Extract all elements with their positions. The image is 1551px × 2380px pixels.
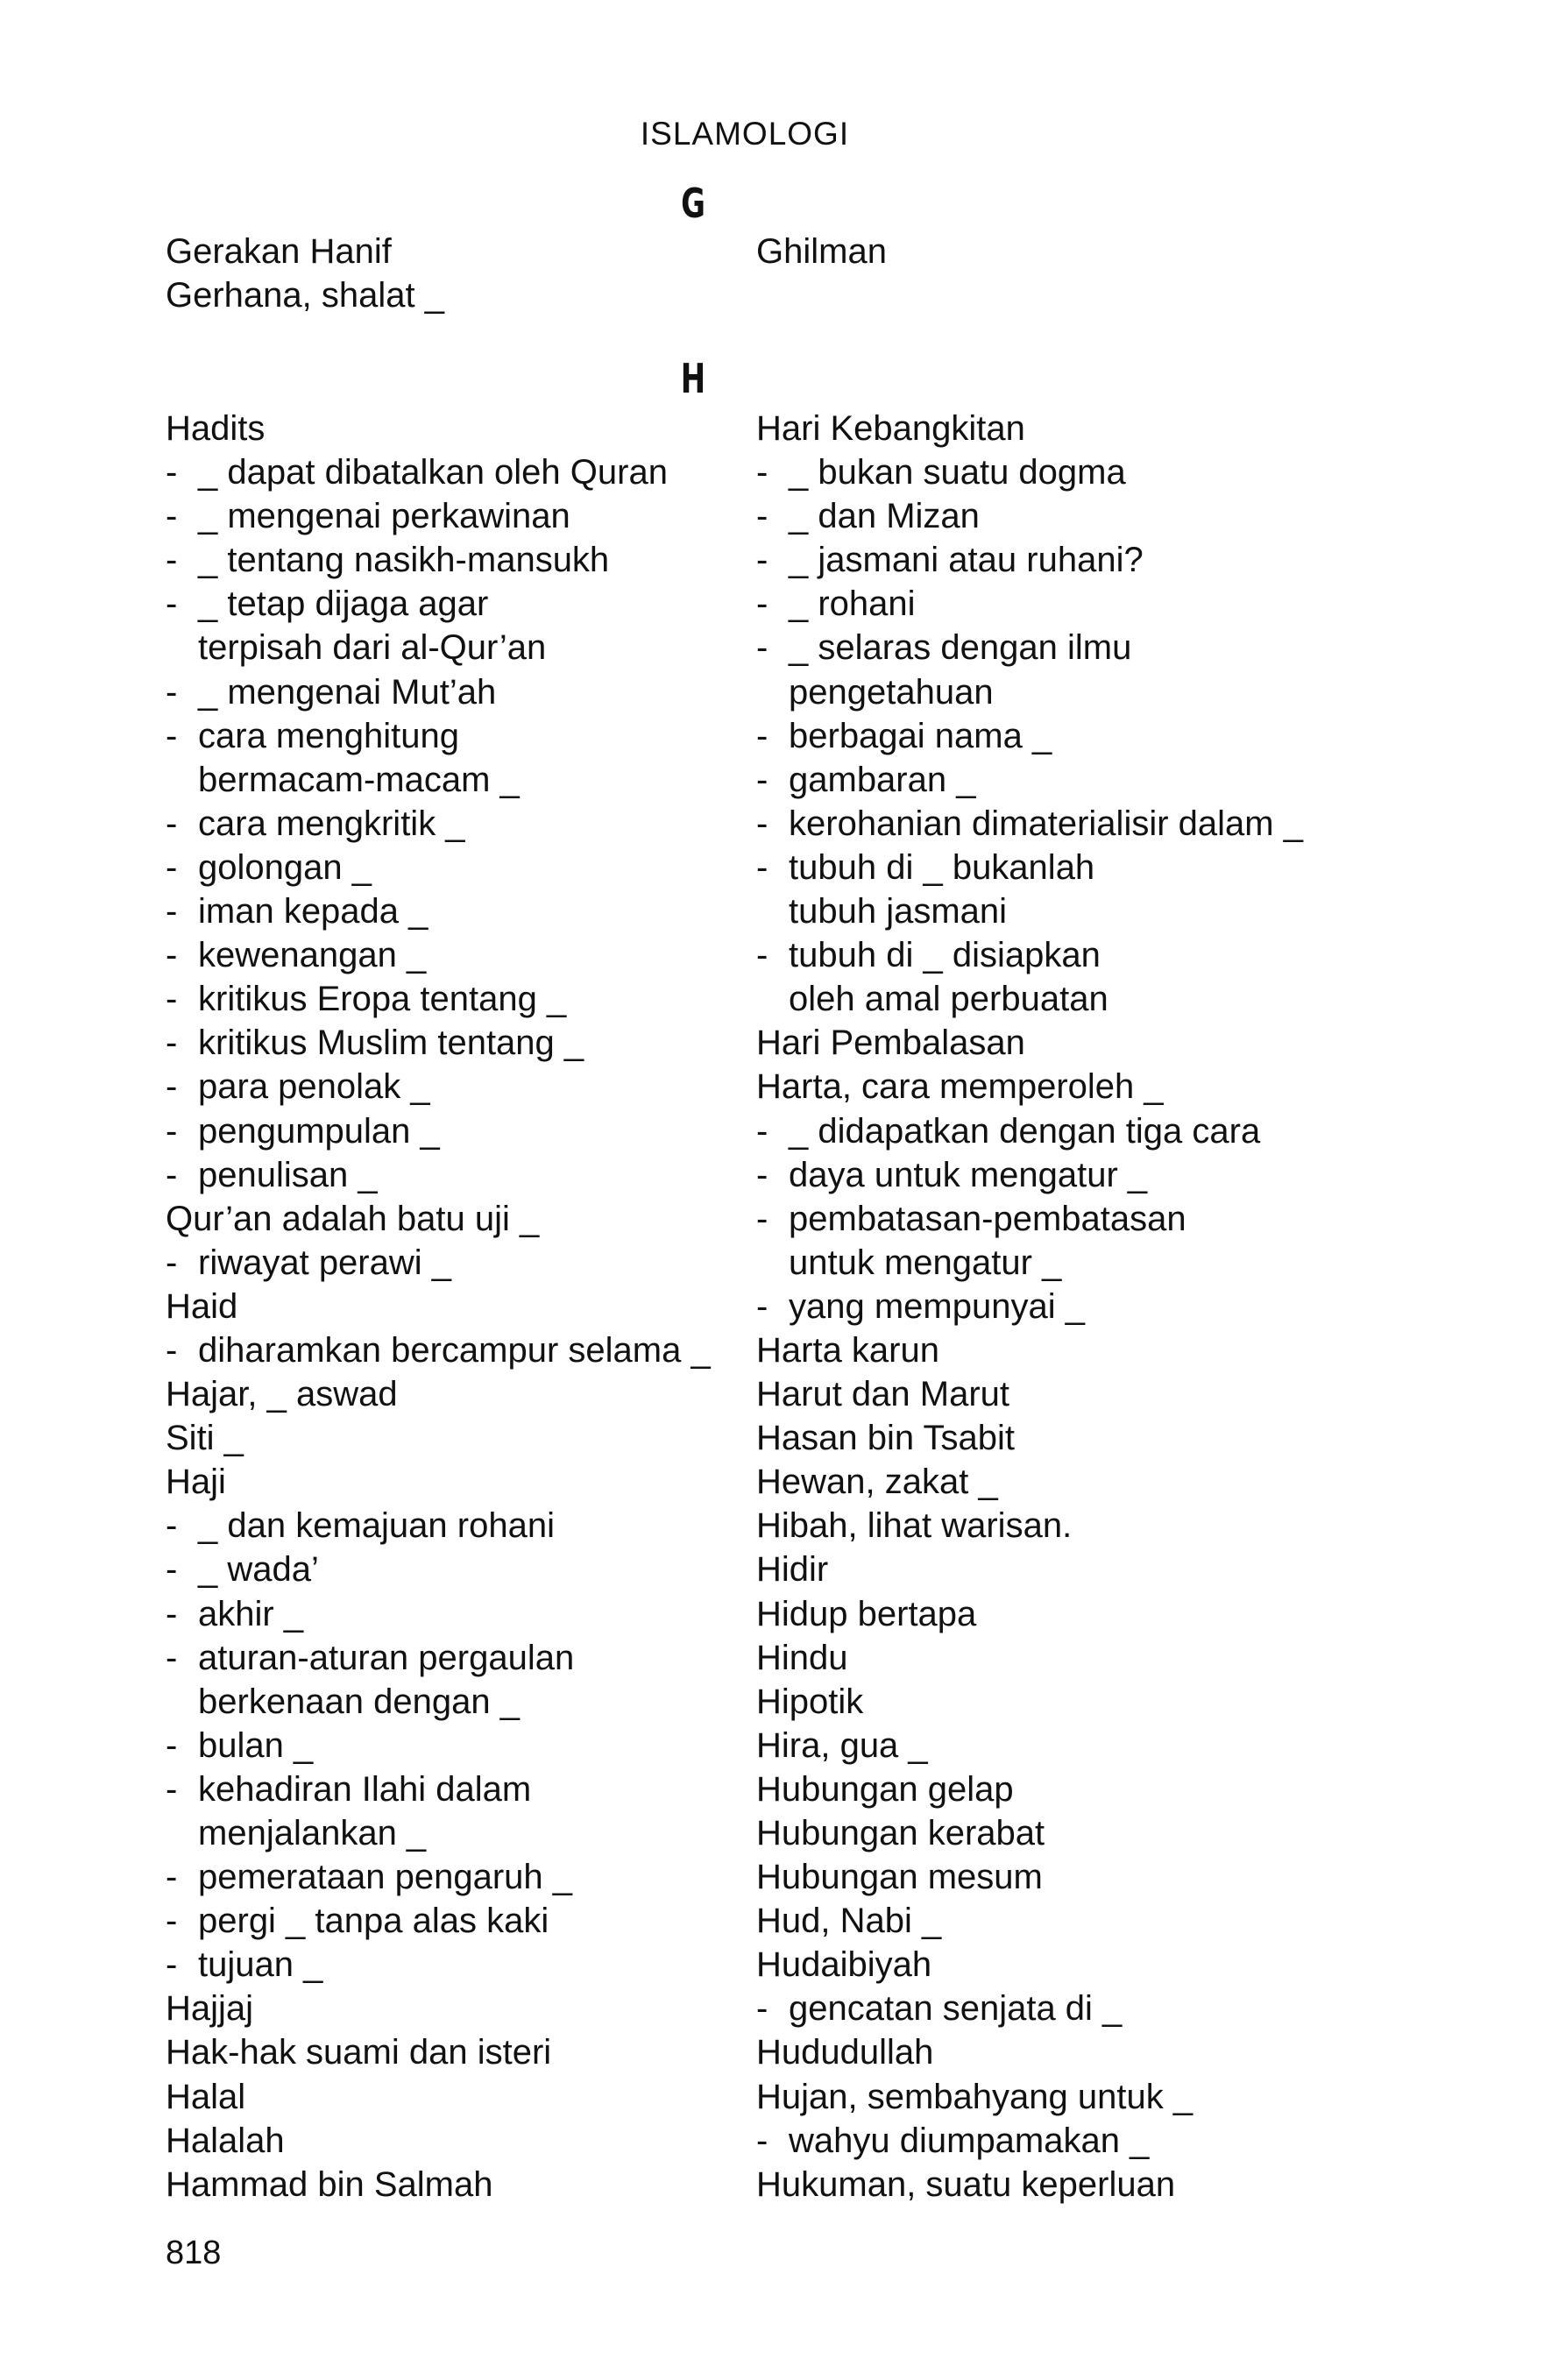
section-letter-g: G	[681, 180, 705, 227]
entry-text: diharamkan bercampur selama _	[198, 1330, 711, 1370]
entry-text: terpisah dari al-Qur’an	[198, 628, 547, 668]
index-entry	[756, 1943, 1303, 1987]
entry-text: Gerhana, shalat _	[166, 276, 444, 315]
index-entry	[166, 1460, 711, 1504]
index-subentry	[166, 1636, 711, 1680]
index-entry	[166, 1285, 711, 1328]
index-entry	[166, 1987, 711, 2030]
index-subentry-continuation	[166, 1811, 711, 1855]
entry-text: _ dapat dibatalkan oleh Quran	[198, 453, 668, 492]
index-subentry	[166, 1021, 711, 1065]
index-entry	[756, 2163, 1303, 2206]
index-entry	[756, 1899, 1303, 1943]
entry-text: berkenaan dengan _	[198, 1682, 520, 1721]
index-subentry	[756, 494, 1303, 538]
entry-text: _ tentang nasikh-mansukh	[198, 541, 610, 580]
subentry-dash: -	[166, 1155, 178, 1194]
index-entry	[166, 2119, 711, 2163]
index-subentry	[166, 1724, 711, 1767]
index-subentry	[166, 1855, 711, 1899]
index-subentry	[756, 450, 1303, 494]
index-subentry	[166, 582, 711, 626]
subentry-dash: -	[756, 497, 768, 536]
entry-text: daya untuk mengatur _	[789, 1155, 1148, 1194]
index-subentry	[166, 1943, 711, 1987]
subentry-dash: -	[756, 453, 768, 492]
entry-text: Hak-hak suami dan isteri	[166, 2033, 552, 2072]
entry-text: Hari Pembalasan	[756, 1024, 1025, 1063]
index-entry	[166, 2075, 711, 2119]
index-subentry	[756, 802, 1303, 846]
entry-text: Hujan, sembahyang untuk _	[756, 2077, 1193, 2116]
subentry-dash: -	[166, 1725, 178, 1765]
index-subentry	[166, 1153, 711, 1197]
index-subentry	[166, 977, 711, 1021]
index-entry	[756, 1065, 1303, 1109]
index-subentry	[166, 1241, 711, 1285]
subentry-dash: -	[756, 628, 768, 668]
entry-text: tubuh di _ disiapkan	[789, 936, 1101, 975]
entry-text: kewenangan _	[198, 936, 427, 975]
subentry-dash: -	[166, 1550, 178, 1590]
entry-text: Siti _	[166, 1419, 244, 1458]
index-subentry	[166, 1109, 711, 1153]
index-subentry	[166, 1504, 711, 1548]
subentry-dash: -	[166, 497, 178, 536]
index-entry	[756, 1504, 1303, 1548]
subentry-dash: -	[756, 716, 768, 755]
index-entry	[756, 1548, 1303, 1591]
index-subentry	[756, 1153, 1303, 1197]
entry-text: Hubungan kerabat	[756, 1814, 1045, 1852]
index-column-left-h	[166, 407, 711, 2206]
index-subentry	[166, 802, 711, 846]
index-entry	[166, 1372, 711, 1416]
entry-text: Halal	[166, 2077, 246, 2116]
subentry-dash: -	[756, 936, 768, 975]
entry-text: _ jasmani atau ruhani?	[789, 541, 1144, 580]
subentry-dash: -	[166, 892, 178, 931]
entry-text: wahyu diumpamakan _	[789, 2121, 1150, 2160]
entry-text: _ dan Mizan	[789, 497, 980, 536]
subentry-dash: -	[166, 1330, 178, 1370]
index-entry	[756, 2030, 1303, 2074]
section-letter-h: H	[680, 355, 706, 402]
entry-text: Hajjaj	[166, 1989, 254, 2029]
index-entry	[756, 1416, 1303, 1460]
index-entry	[756, 1460, 1303, 1504]
index-subentry	[166, 889, 711, 933]
entry-text: _ rohani	[789, 584, 916, 624]
entry-text: Harta, cara memperoleh _	[756, 1067, 1164, 1107]
index-entry	[166, 230, 444, 273]
subentry-dash: -	[166, 1769, 178, 1809]
subentry-dash: -	[166, 1594, 178, 1633]
index-entry	[756, 1021, 1303, 1065]
index-entry	[756, 1767, 1303, 1811]
index-subentry	[756, 1109, 1303, 1153]
subentry-dash: -	[756, 1286, 768, 1326]
entry-text: _ tetap dijaga agar	[198, 584, 489, 624]
entry-text: cara menghitung	[198, 716, 459, 755]
entry-text: Hammad bin Salmah	[166, 2164, 493, 2204]
subentry-dash: -	[166, 1067, 178, 1107]
subentry-dash: -	[756, 1199, 768, 1238]
entry-text: gencatan senjata di _	[789, 1989, 1123, 2029]
index-entry	[756, 1328, 1303, 1372]
entry-text: cara mengkritik _	[198, 804, 465, 843]
subentry-dash: -	[756, 847, 768, 887]
index-entry	[756, 2075, 1303, 2119]
entry-text: Hari Kebangkitan	[756, 409, 1025, 448]
index-subentry	[166, 714, 711, 758]
index-subentry	[166, 1328, 711, 1372]
entry-text: tubuh jasmani	[789, 892, 1008, 931]
entry-text: iman kepada _	[198, 892, 428, 931]
index-entry	[756, 1636, 1303, 1680]
index-subentry-continuation	[756, 1241, 1303, 1285]
index-subentry	[166, 670, 711, 714]
subentry-dash: -	[166, 1945, 178, 1985]
index-entry	[756, 230, 887, 273]
index-entry	[756, 1811, 1303, 1855]
index-subentry	[166, 1767, 711, 1811]
entry-text: Hadits	[166, 409, 266, 448]
subentry-dash: -	[166, 847, 178, 887]
subentry-dash: -	[756, 760, 768, 799]
index-subentry-continuation	[166, 1680, 711, 1724]
entry-text: _ mengenai perkawinan	[198, 497, 570, 536]
subentry-dash: -	[166, 980, 178, 1019]
entry-text: tubuh di _ bukanlah	[789, 847, 1095, 887]
subentry-dash: -	[166, 1638, 178, 1677]
entry-text: Hud, Nabi _	[756, 1902, 942, 1941]
index-entry	[756, 1592, 1303, 1636]
subentry-dash: -	[756, 2121, 768, 2160]
index-subentry	[756, 626, 1303, 669]
subentry-dash: -	[166, 1111, 178, 1151]
subentry-dash: -	[756, 1155, 768, 1194]
subentry-dash: -	[756, 804, 768, 843]
entry-text: para penolak _	[198, 1067, 430, 1107]
entry-text: Hajar, _ aswad	[166, 1375, 398, 1414]
index-entry	[166, 2030, 711, 2074]
index-subentry-continuation	[756, 889, 1303, 933]
entry-text: penulisan _	[198, 1155, 378, 1194]
index-column-right-h	[756, 407, 1303, 2206]
entry-text: yang mempunyai _	[789, 1286, 1085, 1326]
index-subentry	[166, 1899, 711, 1943]
entry-text: Hewan, zakat _	[756, 1463, 998, 1502]
subentry-dash: -	[166, 672, 178, 712]
entry-text: kerohanian dimaterialisir dalam _	[789, 804, 1303, 843]
index-subentry	[166, 933, 711, 977]
entry-text: menjalankan _	[198, 1814, 427, 1852]
index-subentry	[756, 846, 1303, 889]
entry-text: berbagai nama _	[789, 716, 1052, 755]
entry-text: kritikus Eropa tentang _	[198, 980, 567, 1019]
entry-text: _ selaras dengan ilmu	[789, 628, 1132, 668]
entry-text: Hipotik	[756, 1682, 864, 1721]
index-column-left-g	[166, 230, 444, 317]
entry-text: bermacam-macam _	[198, 760, 520, 799]
entry-text: tujuan _	[198, 1945, 323, 1985]
entry-text: Hudaibiyah	[756, 1945, 932, 1985]
index-entry	[756, 1855, 1303, 1899]
entry-text: pembatasan-pembatasan	[789, 1199, 1186, 1238]
running-head: ISLAMOLOGI	[640, 116, 850, 152]
entry-text: Haid	[166, 1286, 238, 1326]
index-subentry	[756, 582, 1303, 626]
entry-text: untuk mengatur _	[789, 1243, 1062, 1282]
entry-text: Hubungan gelap	[756, 1769, 1014, 1809]
subentry-dash: -	[166, 936, 178, 975]
index-subentry	[166, 450, 711, 494]
index-subentry	[756, 714, 1303, 758]
entry-text: Hubungan mesum	[756, 1858, 1043, 1897]
index-subentry	[756, 758, 1303, 802]
subentry-dash: -	[166, 1024, 178, 1063]
index-subentry	[756, 933, 1303, 977]
entry-text: riwayat perawi _	[198, 1243, 452, 1282]
entry-text: Hukuman, suatu keperluan	[756, 2164, 1176, 2204]
entry-text: golongan _	[198, 847, 372, 887]
subentry-dash: -	[166, 1506, 178, 1546]
index-subentry	[756, 2119, 1303, 2163]
index-subentry-continuation	[756, 977, 1303, 1021]
index-entry	[756, 1724, 1303, 1767]
subentry-dash: -	[756, 541, 768, 580]
page-number: 818	[166, 2235, 222, 2271]
entry-text: _ dan kemajuan rohani	[198, 1506, 555, 1546]
entry-text: Hidup bertapa	[756, 1594, 977, 1633]
entry-text: Hindu	[756, 1638, 848, 1677]
entry-text: Ghilman	[756, 232, 887, 271]
subentry-dash: -	[756, 1111, 768, 1151]
entry-text: Qur’an adalah batu uji _	[166, 1199, 540, 1238]
entry-text: _ bukan suatu dogma	[789, 453, 1126, 492]
entry-text: Gerakan Hanif	[166, 232, 392, 271]
subentry-dash: -	[166, 804, 178, 843]
subentry-dash: -	[166, 1902, 178, 1941]
index-subentry	[166, 538, 711, 582]
entry-text: Hibah, lihat warisan.	[756, 1506, 1073, 1546]
index-subentry	[756, 538, 1303, 582]
entry-text: kehadiran Ilahi dalam	[198, 1769, 532, 1809]
index-entry	[756, 1680, 1303, 1724]
entry-text: Halalah	[166, 2121, 285, 2160]
entry-text: pergi _ tanpa alas kaki	[198, 1902, 549, 1941]
entry-text: akhir _	[198, 1594, 304, 1633]
index-entry	[166, 1197, 711, 1241]
entry-text: Hira, gua _	[756, 1725, 928, 1765]
index-entry	[166, 2163, 711, 2206]
entry-text: _ wada’	[198, 1550, 319, 1590]
subentry-dash: -	[166, 541, 178, 580]
index-entry	[756, 1372, 1303, 1416]
index-subentry	[166, 494, 711, 538]
entry-text: _ mengenai Mut’ah	[198, 672, 497, 712]
index-subentry-continuation	[166, 626, 711, 669]
index-subentry-continuation	[756, 670, 1303, 714]
entry-text: _ didapatkan dengan tiga cara	[789, 1111, 1261, 1151]
entry-text: gambaran _	[789, 760, 976, 799]
entry-text: Harut dan Marut	[756, 1375, 1010, 1414]
entry-text: oleh amal perbuatan	[789, 980, 1108, 1019]
subentry-dash: -	[166, 453, 178, 492]
subentry-dash: -	[166, 1243, 178, 1282]
entry-text: kritikus Muslim tentang _	[198, 1024, 584, 1063]
subentry-dash: -	[166, 1858, 178, 1897]
entry-text: pengetahuan	[789, 672, 994, 712]
entry-text: Hidir	[756, 1550, 829, 1590]
index-column-right-g	[756, 230, 887, 273]
index-subentry	[756, 1987, 1303, 2030]
entry-text: Hasan bin Tsabit	[756, 1419, 1015, 1458]
index-subentry-continuation	[166, 758, 711, 802]
index-entry	[166, 1416, 711, 1460]
entry-text: pemerataan pengaruh _	[198, 1858, 572, 1897]
index-subentry	[166, 1065, 711, 1109]
index-entry	[756, 407, 1303, 450]
entry-text: pengumpulan _	[198, 1111, 440, 1151]
index-subentry	[756, 1285, 1303, 1328]
subentry-dash: -	[756, 1989, 768, 2029]
subentry-dash: -	[756, 584, 768, 624]
index-subentry	[166, 1548, 711, 1591]
index-entry	[166, 273, 444, 317]
entry-text: aturan-aturan pergaulan	[198, 1638, 575, 1677]
index-entry	[166, 407, 711, 450]
subentry-dash: -	[166, 716, 178, 755]
entry-text: Harta karun	[756, 1330, 939, 1370]
entry-text: Haji	[166, 1463, 226, 1502]
index-subentry	[756, 1197, 1303, 1241]
subentry-dash: -	[166, 584, 178, 624]
entry-text: Hududullah	[756, 2033, 934, 2072]
index-subentry	[166, 846, 711, 889]
entry-text: bulan _	[198, 1725, 314, 1765]
index-subentry	[166, 1592, 711, 1636]
